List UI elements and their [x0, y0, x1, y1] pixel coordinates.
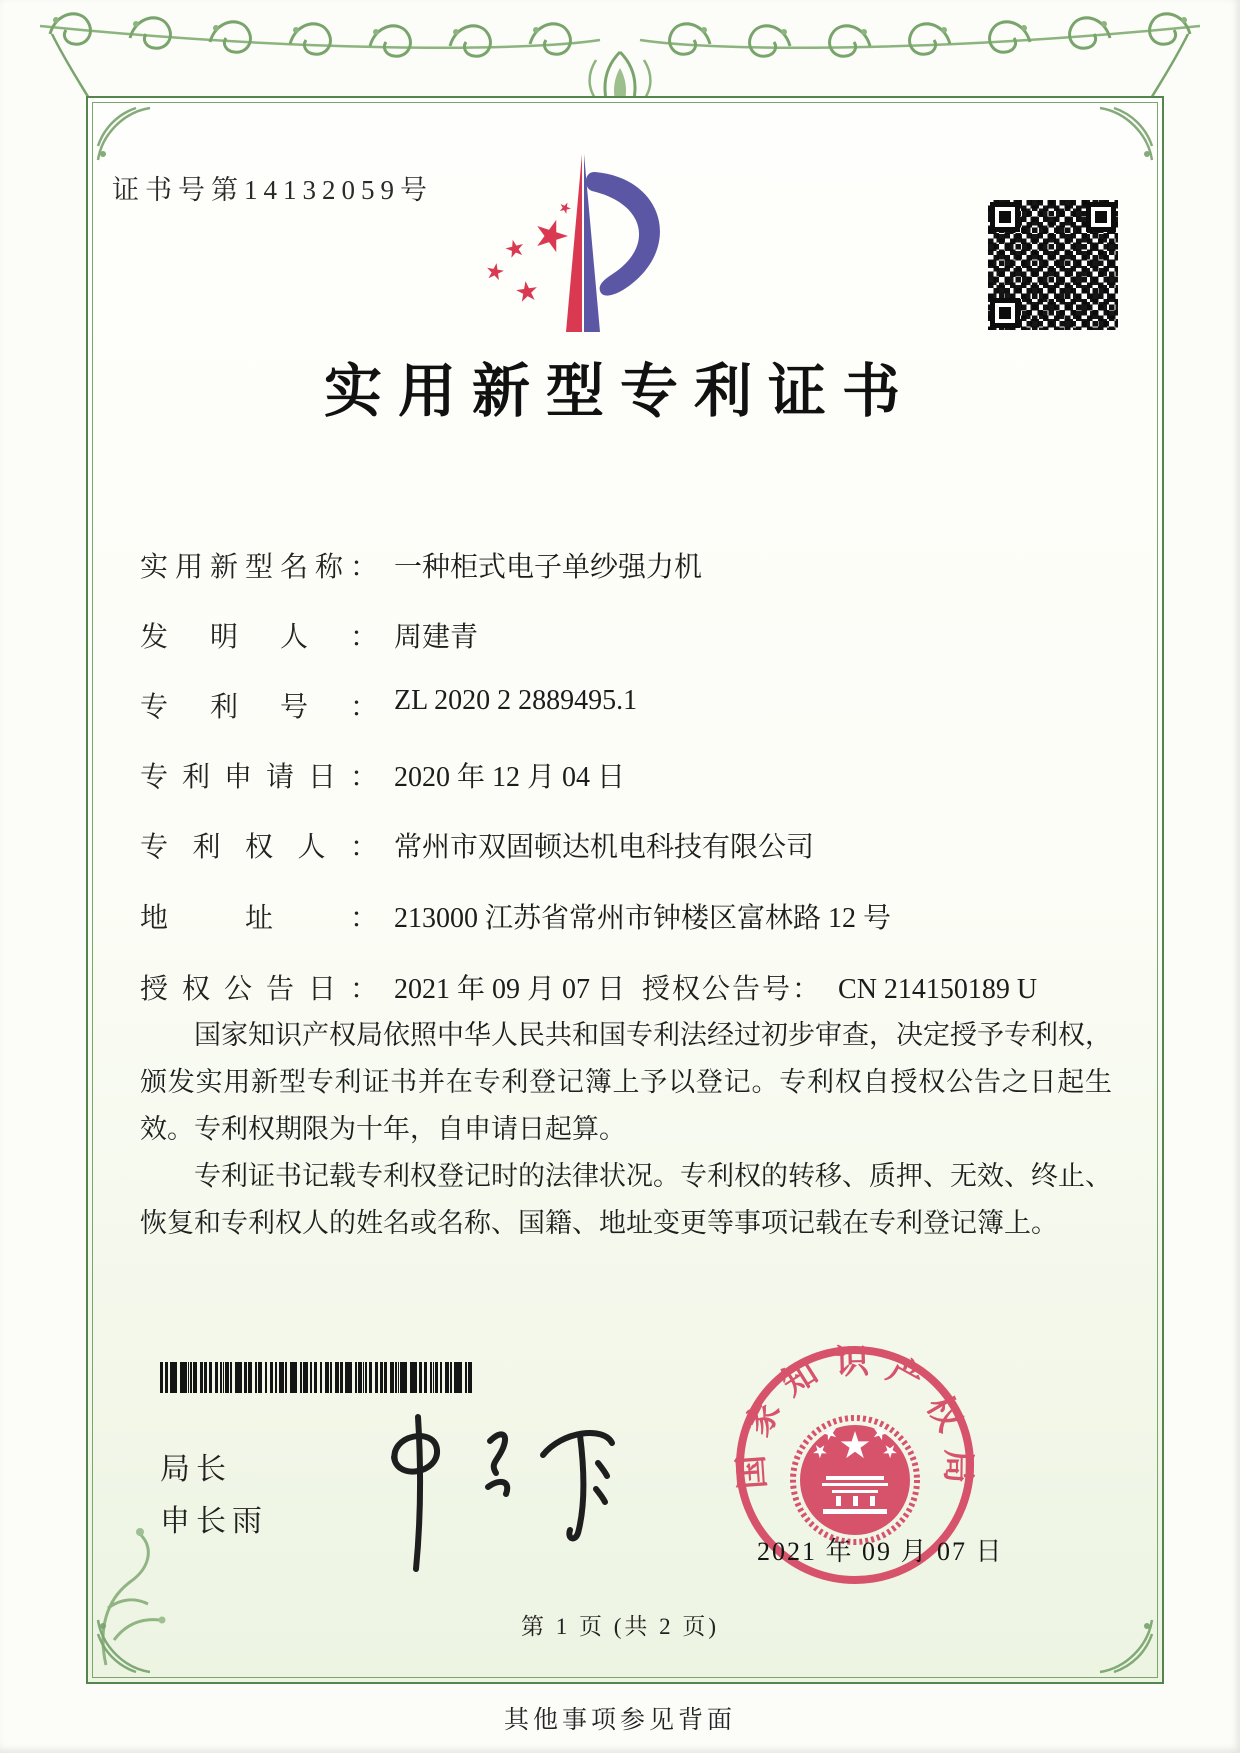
field-row-grant-date: [140, 967, 1120, 1007]
field-row-patentee: [140, 825, 1120, 865]
corner-ornament-top-right: [1096, 104, 1156, 164]
grant-publication-pair: [642, 967, 1037, 1007]
field-row-patent-no: [140, 685, 1120, 725]
field-value: 2020 年 12 月 04 日: [394, 762, 626, 793]
legal-paragraph-2: 专利证书记载专利权登记时的法律状况。专利权的转移、质押、无效、终止、恢复和专利权人的姓名或名称、国籍、地址变更等事项记载在专利登记簿上。: [140, 1161, 1112, 1238]
field-row-address: [140, 896, 1120, 936]
vine-flourish-bottom-left: [96, 1520, 186, 1670]
seal-national-emblem: [793, 1418, 917, 1542]
field-label: 发明人：: [140, 622, 378, 653]
field-label: 专利权人：: [140, 832, 378, 863]
field-label: 专利号：: [140, 692, 378, 723]
field-row-inventor: [140, 615, 1120, 655]
commissioner-title: 局长: [160, 1453, 232, 1486]
certificate-title: 实用新型专利证书: [323, 359, 916, 424]
field-label: 专利申请日：: [140, 762, 378, 793]
field-value: 213000 江苏省常州市钟楼区富林路 12 号: [394, 903, 892, 934]
page-number: 第 1 页 (共 2 页): [520, 1614, 720, 1639]
field-label: 实用新型名称：: [140, 552, 378, 583]
field-value: ZL 2020 2 2889495.1: [394, 685, 638, 716]
grant-publication-value: CN 214150189 U: [838, 974, 1038, 1005]
field-value: 常州市双固顿达机电科技有限公司: [394, 832, 815, 863]
seal-date: 2021 年 09 月 07 日: [757, 1537, 1004, 1566]
seal-org-text: 国家知识产权局: [733, 1343, 977, 1491]
qr-finder-top-left: [990, 202, 1020, 232]
certificate-number: 证书号第14132059号: [112, 175, 433, 205]
field-value: 周建青: [394, 622, 479, 653]
barcode-icon: [160, 1362, 472, 1393]
field-row-filing-date: [140, 755, 1120, 795]
commissioner-name: 申长雨: [160, 1505, 268, 1538]
qr-finder-top-right: [1086, 202, 1116, 232]
qr-code-icon: [988, 200, 1118, 330]
legal-paragraph-1: 国家知识产权局依照中华人民共和国专利法经过初步审查，决定授予专利权，颁发实用新型专利证书并在专利登记簿上予以登记。专利权自授权公告之日起生效。专利权期限为十年，自申请日起算。: [140, 1020, 1112, 1144]
field-row-name: [140, 545, 1120, 585]
corner-ornament-top-left: [94, 104, 154, 164]
legal-text-block: [140, 1012, 1112, 1247]
back-side-note: 其他事项参见背面: [503, 1707, 736, 1734]
field-value: 一种柜式电子单纱强力机: [394, 552, 703, 583]
field-label: 授权公告日：: [140, 974, 378, 1005]
field-label: 地址：: [140, 903, 378, 934]
handwritten-signature-icon: [340, 1405, 640, 1575]
cnipa-logo-icon: [455, 150, 690, 335]
grant-publication-label: 授权公告号：: [642, 974, 823, 1005]
field-value: 2021 年 09 月 07 日: [394, 974, 626, 1005]
qr-finder-bottom-left: [990, 298, 1020, 328]
